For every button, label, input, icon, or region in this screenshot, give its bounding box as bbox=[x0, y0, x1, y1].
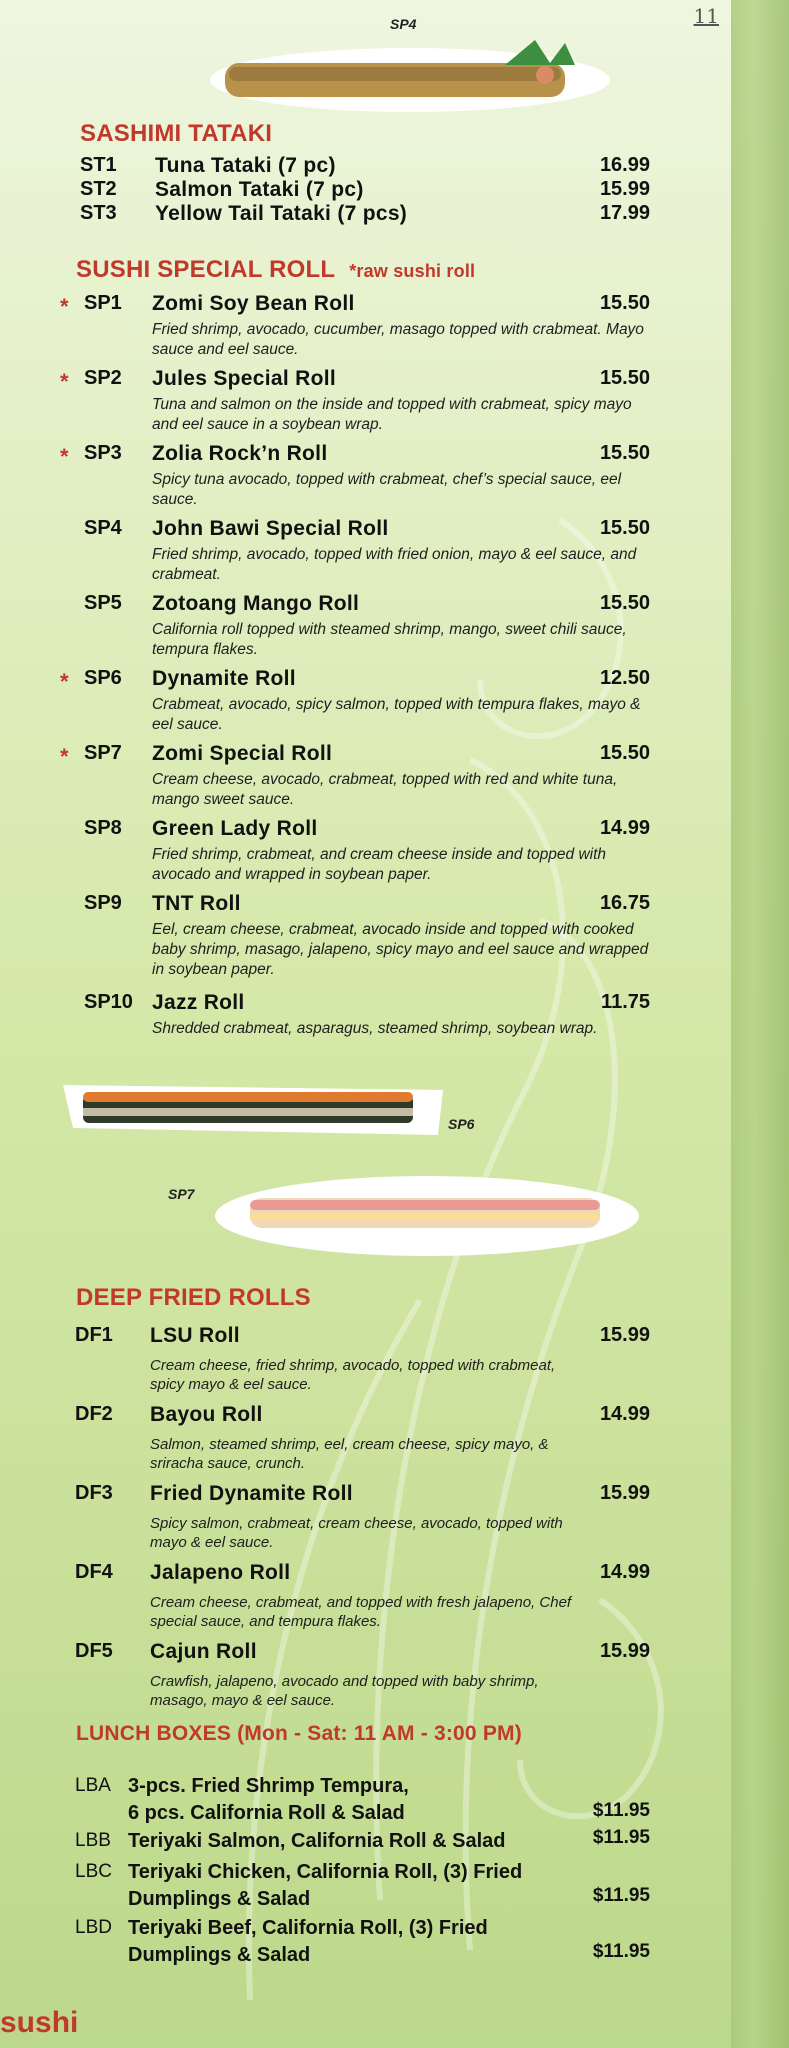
item-code: SP5 bbox=[84, 592, 122, 614]
section-title-lunch-boxes: LUNCH BOXES (Mon - Sat: 11 AM - 3:00 PM) bbox=[76, 1722, 522, 1745]
item-price: $11.95 bbox=[592, 1827, 650, 1848]
section-title-sashimi-tataki: SASHIMI TATAKI bbox=[80, 120, 273, 147]
item-description: Cream cheese, avocado, crabmeat, topped with red and white tuna, mango sweet sauce. bbox=[152, 771, 618, 808]
item-line-2: 6 pcs. California Roll & Salad bbox=[128, 1802, 405, 1824]
item-description: Eel, cream cheese, crabmeat, avocado inside and topped with cooked baby shrimp, masago, jalapeno, spicy mayo and eel sauce and wrapped in soybean paper. bbox=[152, 921, 649, 978]
item-price: 15.50 bbox=[599, 742, 650, 764]
photo-caption-sp7: SP7 bbox=[168, 1186, 195, 1202]
item-name: Zomi Special Roll bbox=[152, 742, 333, 765]
item-price: 15.99 bbox=[599, 178, 650, 200]
item-name: Jules Special Roll bbox=[152, 367, 336, 390]
item-description: Crawfish, jalapeno, avocado and topped with baby shrimp, masago, mayo & eel sauce. bbox=[150, 1673, 539, 1709]
item-name: Zotoang Mango Roll bbox=[152, 592, 360, 615]
item-code: ST1 bbox=[80, 154, 117, 176]
raw-marker: * bbox=[60, 444, 69, 469]
item-price: 15.50 bbox=[599, 592, 650, 614]
item-name: Dynamite Roll bbox=[152, 667, 296, 690]
item-code: LBD bbox=[75, 1917, 112, 1938]
item-name: Bayou Roll bbox=[150, 1403, 263, 1426]
item-code: SP3 bbox=[84, 442, 122, 464]
item-line-1: 3-pcs. Fried Shrimp Tempura, bbox=[128, 1775, 409, 1797]
section-title-text: SUSHI SPECIAL ROLL bbox=[76, 256, 336, 283]
item-price: $11.95 bbox=[592, 1885, 650, 1906]
section-title-sushi-special-roll bbox=[76, 256, 475, 284]
item-description: Spicy salmon, crabmeat, cream cheese, avocado, topped with mayo & eel sauce. bbox=[150, 1515, 563, 1551]
item-description: Fried shrimp, avocado, topped with fried onion, mayo & eel sauce, and crabmeat. bbox=[152, 546, 637, 583]
raw-marker: * bbox=[60, 669, 69, 694]
item-line-1: Teriyaki Salmon, California Roll & Salad bbox=[128, 1830, 506, 1852]
section-title-deep-fried-rolls: DEEP FRIED ROLLS bbox=[76, 1284, 311, 1311]
item-name: Green Lady Roll bbox=[152, 817, 318, 840]
item-price: 15.99 bbox=[599, 1640, 650, 1662]
item-description: Cream cheese, fried shrimp, avocado, topped with crabmeat, spicy mayo & eel sauce. bbox=[150, 1357, 556, 1393]
item-line-2: Dumplings & Salad bbox=[128, 1944, 311, 1966]
item-description: Spicy tuna avocado, topped with crabmeat, chef’s special sauce, eel sauce. bbox=[152, 471, 622, 508]
item-code: DF2 bbox=[75, 1403, 113, 1425]
item-code: ST2 bbox=[80, 178, 117, 200]
item-line-1: Teriyaki Beef, California Roll, (3) Fried bbox=[128, 1917, 488, 1939]
raw-marker: * bbox=[60, 369, 69, 394]
item-description: Fried shrimp, avocado, cucumber, masago topped with crabmeat. Mayo sauce and eel sauce. bbox=[152, 321, 644, 358]
item-code: DF4 bbox=[75, 1561, 113, 1583]
footer-label: sushi bbox=[0, 2006, 79, 2039]
item-code: LBA bbox=[75, 1775, 111, 1796]
item-name: LSU Roll bbox=[150, 1324, 240, 1347]
item-price: 17.99 bbox=[599, 202, 650, 224]
raw-marker: * bbox=[60, 744, 69, 769]
item-name: Tuna Tataki (7 pc) bbox=[155, 154, 336, 177]
item-price: $11.95 bbox=[592, 1941, 650, 1962]
item-name: Zolia Rock’n Roll bbox=[152, 442, 328, 465]
item-line-2: Dumplings & Salad bbox=[128, 1888, 311, 1910]
item-description: Fried shrimp, crabmeat, and cream cheese inside and topped with avocado and wrapped in soybean paper. bbox=[152, 846, 607, 883]
item-description: Shredded crabmeat, asparagus, steamed shrimp, soybean wrap. bbox=[152, 1020, 598, 1037]
item-name: Yellow Tail Tataki (7 pcs) bbox=[155, 202, 408, 225]
item-code: ST3 bbox=[80, 202, 117, 224]
item-price: 15.50 bbox=[599, 367, 650, 389]
item-description: California roll topped with steamed shrimp, mango, sweet chili sauce, tempura flakes. bbox=[152, 621, 627, 658]
item-description: Cream cheese, crabmeat, and topped with fresh jalapeno, Chef special sauce, and tempura flakes. bbox=[150, 1594, 572, 1630]
item-code: DF5 bbox=[75, 1640, 113, 1662]
photo-caption-sp6: SP6 bbox=[448, 1116, 475, 1132]
item-name: Jazz Roll bbox=[152, 991, 245, 1014]
sp6-roll-photo bbox=[58, 1070, 448, 1145]
item-price: 14.99 bbox=[599, 1403, 650, 1425]
item-price: 14.99 bbox=[599, 1561, 650, 1583]
item-price: 16.99 bbox=[599, 154, 650, 176]
item-line-1: Teriyaki Chicken, California Roll, (3) Fried bbox=[128, 1861, 523, 1883]
item-code: SP8 bbox=[84, 817, 122, 839]
item-code: SP9 bbox=[84, 892, 122, 914]
item-price: 16.75 bbox=[599, 892, 650, 914]
item-name: Zomi Soy Bean Roll bbox=[152, 292, 355, 315]
item-name: Salmon Tataki (7 pc) bbox=[155, 178, 364, 201]
item-code: SP2 bbox=[84, 367, 122, 389]
item-code: DF3 bbox=[75, 1482, 113, 1504]
photo-caption-sp4: SP4 bbox=[390, 16, 417, 32]
raw-roll-note: *raw sushi roll bbox=[349, 261, 476, 281]
item-code: SP10 bbox=[84, 991, 133, 1013]
item-code: LBC bbox=[75, 1861, 112, 1882]
item-price: 15.50 bbox=[599, 292, 650, 314]
item-code: SP6 bbox=[84, 667, 122, 689]
item-name: TNT Roll bbox=[152, 892, 241, 915]
item-price: 14.99 bbox=[599, 817, 650, 839]
raw-marker: * bbox=[60, 294, 69, 319]
item-code: SP4 bbox=[84, 517, 122, 539]
item-code: DF1 bbox=[75, 1324, 113, 1346]
item-description: Salmon, steamed shrimp, eel, cream cheese, spicy mayo, & sriracha sauce, crunch. bbox=[150, 1436, 549, 1472]
item-name: Jalapeno Roll bbox=[150, 1561, 291, 1584]
item-price: 15.50 bbox=[599, 517, 650, 539]
item-description: Tuna and salmon on the inside and topped with crabmeat, spicy mayo and eel sauce in a soybean wrap. bbox=[152, 396, 632, 433]
item-price: 11.75 bbox=[601, 991, 650, 1013]
item-price: 15.99 bbox=[599, 1324, 650, 1346]
page-number: 11 bbox=[693, 4, 719, 28]
item-price: 12.50 bbox=[599, 667, 650, 689]
item-price: 15.99 bbox=[599, 1482, 650, 1504]
item-price: 15.50 bbox=[599, 442, 650, 464]
item-code: SP7 bbox=[84, 742, 122, 764]
item-name: Fried Dynamite Roll bbox=[150, 1482, 353, 1505]
item-name: John Bawi Special Roll bbox=[152, 517, 389, 540]
item-code: LBB bbox=[75, 1830, 111, 1851]
item-description: Crabmeat, avocado, spicy salmon, topped with tempura flakes, mayo & eel sauce. bbox=[152, 696, 641, 733]
sp4-roll-photo bbox=[205, 35, 615, 115]
item-code: SP1 bbox=[84, 292, 122, 314]
sp7-roll-photo bbox=[210, 1170, 645, 1260]
item-price: $11.95 bbox=[592, 1800, 650, 1821]
item-name: Cajun Roll bbox=[150, 1640, 257, 1663]
